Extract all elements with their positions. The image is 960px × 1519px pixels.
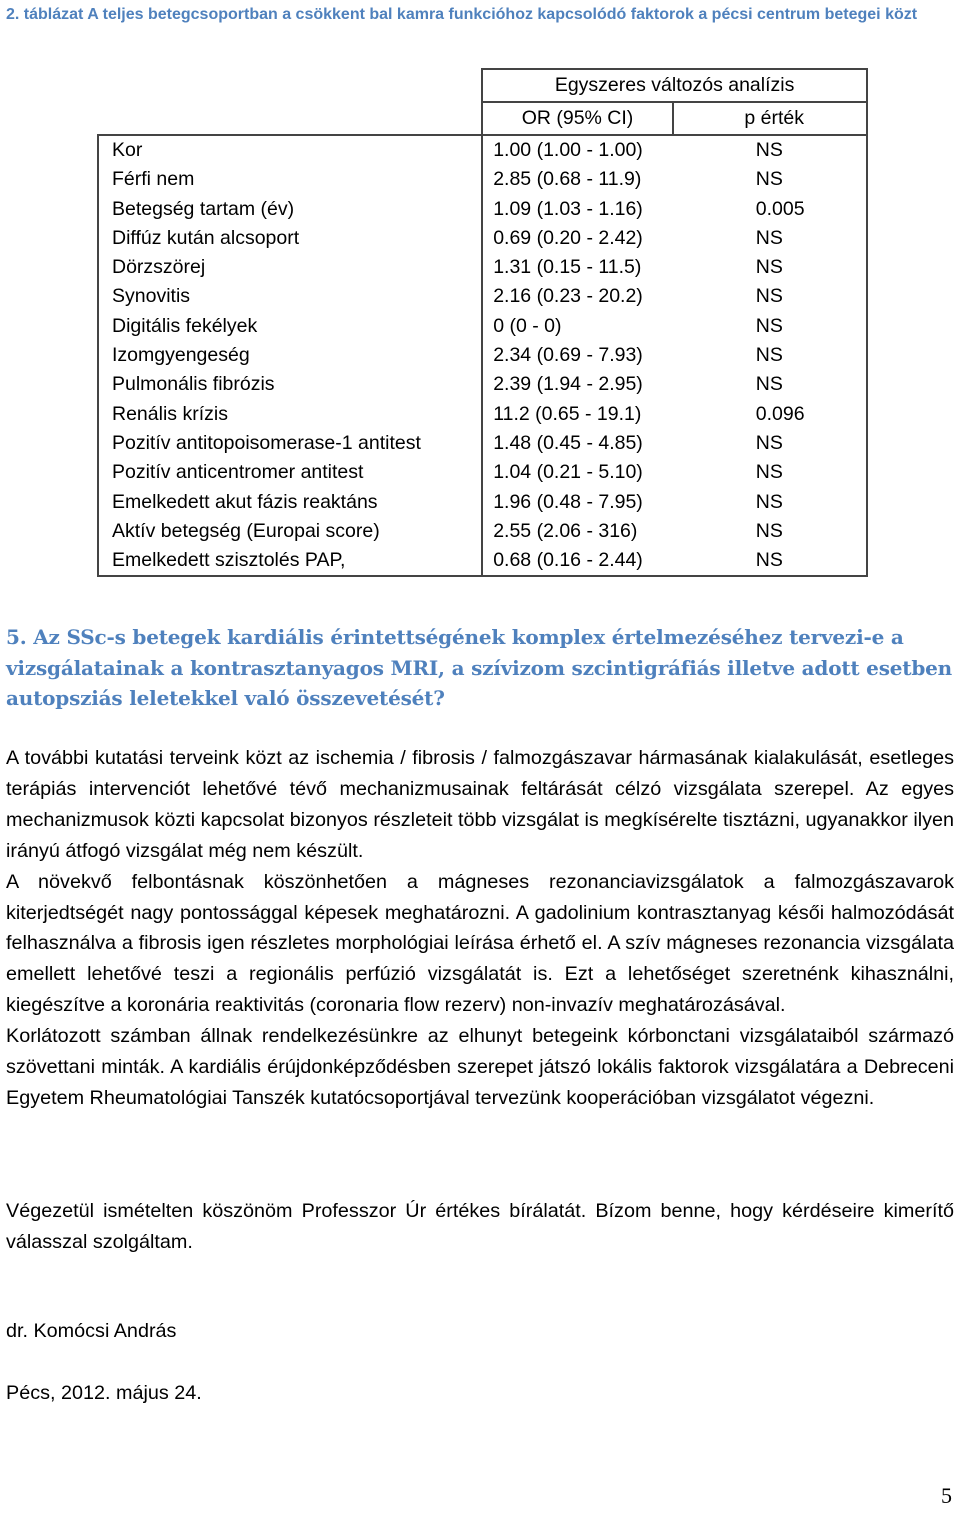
row-or-value: 1.09 (1.03 - 1.16) [482,195,673,224]
row-label: Kor [98,135,482,165]
row-p-value: NS [673,253,867,282]
table-row [98,282,867,311]
row-or-value: 1.31 (0.15 - 11.5) [482,253,673,282]
table-row [98,429,867,458]
table-row [98,517,867,546]
row-p-value: NS [673,224,867,253]
row-or-value: 0.69 (0.20 - 2.42) [482,224,673,253]
row-p-value: NS [673,282,867,311]
table-row [98,546,867,576]
date-line: Pécs, 2012. május 24. [6,1382,202,1404]
row-or-value: 0.68 (0.16 - 2.44) [482,546,673,576]
row-p-value: NS [673,312,867,341]
row-or-value: 1.48 (0.45 - 4.85) [482,429,673,458]
row-or-value: 11.2 (0.65 - 19.1) [482,400,673,429]
column-header-or: OR (95% CI) [482,102,673,135]
table-group-header-row [98,69,867,102]
row-label: Diffúz kután alcsoport [98,224,482,253]
page-number: 5 [941,1483,952,1508]
analysis-table [97,68,868,577]
table-row [98,253,867,282]
row-p-value: NS [673,165,867,194]
row-or-value: 2.16 (0.23 - 20.2) [482,282,673,311]
row-p-value: NS [673,429,867,458]
table-row [98,312,867,341]
row-or-value: 1.04 (0.21 - 5.10) [482,458,673,487]
table-row [98,135,867,165]
row-or-value: 2.55 (2.06 - 316) [482,517,673,546]
row-label: Emelkedett akut fázis reaktáns [98,488,482,517]
question-heading: 5. Az SSc-s betegek kardiális érintettségének komplex értelmezéséhez tervezi-e a vizsgálatainak a kontrasztanyagos MRI, a szívizom szcintigráfiás illetve adott esetben autopsziás leletekkel való összevetését? [6,625,952,710]
table-row [98,341,867,370]
row-label: Dörzszörej [98,253,482,282]
row-label: Synovitis [98,282,482,311]
column-header-p: p érték [673,102,867,135]
row-p-value: NS [673,135,867,165]
answer-body [6,743,954,1114]
table-row [98,224,867,253]
row-p-value: NS [673,488,867,517]
answer-paragraph: Korlátozott számban állnak rendelkezésünkre az elhunyt betegeink kórbonctani vizsgálataiból származó szövettani minták. A kardiális érújdonképződésben szerepet játszó lokális faktorok vizsgálatára a Debreceni Egyetem Rheumatológiai Tanszék kutatócsoportjával tervezünk kooperációban vizsgálatot végezni. [6,1025,954,1109]
answer-paragraph: A további kutatási terveink közt az ischemia / fibrosis / falmozgászavar hármasának kialakulását, esetleges terápiás intervenciót lehetővé tévő mechanizmusainak feltárását célzó vizsgálata szerepel. Az egyes mechanizmusok közti kapcsolat bizonyos részleteit több vizsgálat is megkísérelte tisztázni, ugyanakkor ilyen irányú átfogó vizsgálat még nem készült. [6,747,954,862]
row-label: Betegség tartam (év) [98,195,482,224]
row-p-value: 0.096 [673,400,867,429]
table-row [98,458,867,487]
row-or-value: 1.96 (0.48 - 7.95) [482,488,673,517]
row-or-value: 2.85 (0.68 - 11.9) [482,165,673,194]
table-row [98,370,867,399]
row-or-value: 1.00 (1.00 - 1.00) [482,135,673,165]
row-label: Aktív betegség (Europai score) [98,517,482,546]
row-label: Renális krízis [98,400,482,429]
row-p-value: NS [673,517,867,546]
row-or-value: 0 (0 - 0) [482,312,673,341]
row-p-value: NS [673,370,867,399]
row-p-value: NS [673,546,867,576]
empty-header-cell [98,102,482,135]
row-label: Izomgyengeség [98,341,482,370]
row-label: Pulmonális fibrózis [98,370,482,399]
table-column-header-row [98,102,867,135]
closing-paragraph: Végezetül ismételten köszönöm Professzor Úr értékes bírálatát. Bízom benne, hogy kérdéseire kimerítő válasszal szolgáltam. [6,1200,954,1253]
table-row [98,165,867,194]
row-label: Digitális fekélyek [98,312,482,341]
table-row [98,400,867,429]
table-row [98,488,867,517]
table-caption: 2. táblázat A teljes betegcsoportban a csökkent bal kamra funkcióhoz kapcsolódó faktorok a pécsi centrum betegei közt [6,6,918,23]
row-or-value: 2.39 (1.94 - 2.95) [482,370,673,399]
row-p-value: NS [673,458,867,487]
group-header: Egyszeres változós analízis [482,69,867,102]
answer-paragraph: A növekvő felbontásnak köszönhetően a mágneses rezonanciavizsgálatok a falmozgászavarok kiterjedtségét nagy pontossággal képesek meghatározni. A gadolinium kontrasztanyag késői halmozódását felhasználva a fibrosis igen részletes morphológiai leírása érhető el. A szív mágneses rezonancia vizsgálata emellett lehetővé teszi a regionális perfúzió vizsgálatát is. Ezt a lehetőséget szeretnénk kihasználni, kiegészítve a koronária reaktivitás (coronaria flow rezerv) non-invazív meghatározásával. [6,870,954,1017]
row-p-value: NS [673,341,867,370]
row-label: Férfi nem [98,165,482,194]
signature-name: dr. Komócsi András [6,1320,177,1342]
row-label: Pozitív antitopoisomerase-1 antitest [98,429,482,458]
table-row [98,195,867,224]
row-label: Pozitív anticentromer antitest [98,458,482,487]
row-or-value: 2.34 (0.69 - 7.93) [482,341,673,370]
row-p-value: 0.005 [673,195,867,224]
empty-header-cell [98,69,482,102]
row-label: Emelkedett szisztolés PAP, [98,546,482,576]
